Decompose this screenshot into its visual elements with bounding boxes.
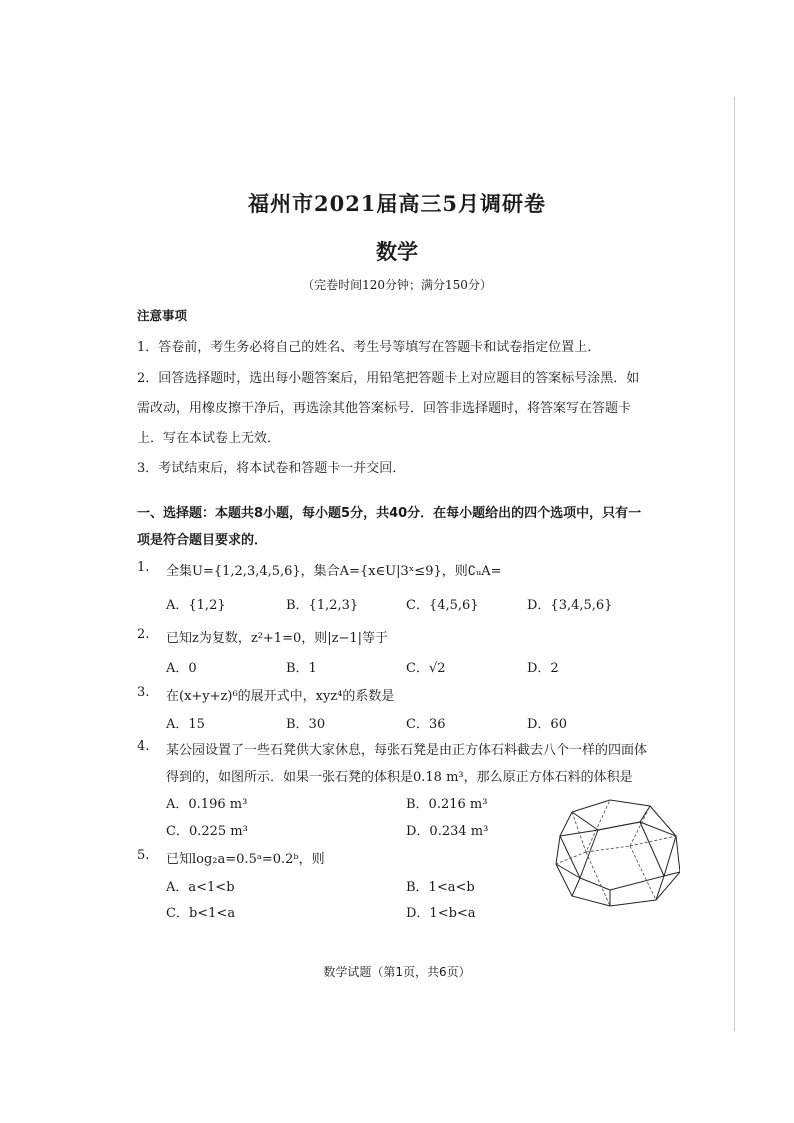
question-1-number: 1. — [137, 560, 150, 575]
question-3-number: 3. — [137, 685, 150, 700]
notice-item-3: 3．考试结束后，将本试卷和答题卡一并交回． — [137, 461, 406, 476]
question-5-option-c: C．b<1<a — [166, 906, 236, 921]
question-2-number: 2. — [137, 627, 150, 642]
question-2-option-a: A．0 — [166, 661, 197, 676]
question-1-option-b: B．{1,2,3} — [286, 598, 359, 613]
question-1-option-c: C．{4,5,6} — [406, 598, 479, 613]
figure-hidden-edges — [572, 800, 610, 852]
question-5-stem: 已知log₂a=0.5ᵃ=0.2ᵇ，则 — [166, 852, 325, 867]
page-title: 福州市2021届高三5月调研卷 — [247, 191, 547, 216]
question-5-option-d: D．1<b<a — [406, 906, 476, 921]
question-4-option-a: A．0.196 m³ — [166, 797, 248, 812]
question-2-option-b: B．1 — [286, 661, 317, 676]
question-4-stem-line-1: 某公园设置了一些石凳供大家休息，每张石凳是由正方体石料截去八个一样的四面体 — [166, 743, 648, 758]
notice-item-1: 1．答卷前，考生务必将自己的姓名、考生号等填写在答题卡和试卷指定位置上． — [137, 340, 601, 355]
question-1-option-d: D．{3,4,5,6} — [527, 598, 613, 613]
subject-title: 数学 — [376, 239, 418, 264]
question-4-number: 4. — [137, 739, 150, 754]
page-footer: 数学试题（第1页，共6页） — [323, 965, 471, 979]
time-note: （完卷时间120分钟；满分150分） — [302, 278, 492, 292]
question-3-option-c: C．36 — [406, 717, 446, 732]
figure-front-face — [560, 822, 676, 890]
notice-item-2-line-2: 需改动，用橡皮擦干净后，再选涂其他答案标号．回答非选择题时，将答案写在答题卡 — [137, 401, 632, 416]
truncated-cube-figure — [552, 796, 680, 910]
section-heading-line-1: 一、选择题：本题共8小题，每小题5分，共40分．在每小题给出的四个选项中，只有一 — [137, 506, 642, 521]
notice-item-2-line-3: 上．写在本试卷上无效． — [137, 431, 281, 446]
question-2-option-c: C．√2 — [406, 661, 446, 676]
question-5-option-b: B．1<a<b — [406, 880, 475, 895]
question-3-option-d: D．60 — [527, 717, 567, 732]
question-4-option-c: C．0.225 m³ — [166, 824, 248, 839]
notice-heading: 注意事项 — [137, 308, 188, 323]
question-3-option-b: B．30 — [286, 717, 326, 732]
figure-top-face — [572, 806, 650, 830]
section-heading-line-2: 项是符合题目要求的． — [137, 533, 268, 548]
question-3-option-a: A．15 — [166, 717, 205, 732]
question-2-option-d: D．2 — [527, 661, 559, 676]
question-1-stem: 全集U={1,2,3,4,5,6}，集合A={x∈U|3ˣ≤9}，则∁ᵤA= — [166, 564, 502, 579]
question-4-stem-line-2: 得到的，如图所示．如果一张石凳的体积是0.18 m³，那么原正方体石料的体积是 — [166, 770, 633, 785]
notice-item-2-line-1: 2．回答选择题时，选出每小题答案后，用铅笔把答题卡上对应题目的答案标号涂黑．如 — [137, 371, 640, 386]
question-1-option-a: A．{1,2} — [166, 598, 226, 613]
question-4-option-b: B．0.216 m³ — [406, 797, 488, 812]
question-4-option-d: D．0.234 m³ — [406, 824, 489, 839]
question-3-stem: 在(x+y+z)⁶的展开式中，xyz⁴的系数是 — [166, 689, 395, 704]
question-5-number: 5. — [137, 848, 150, 863]
question-2-stem: 已知z为复数，z²+1=0，则|z−1|等于 — [166, 631, 389, 646]
question-5-option-a: A．a<1<b — [166, 880, 235, 895]
